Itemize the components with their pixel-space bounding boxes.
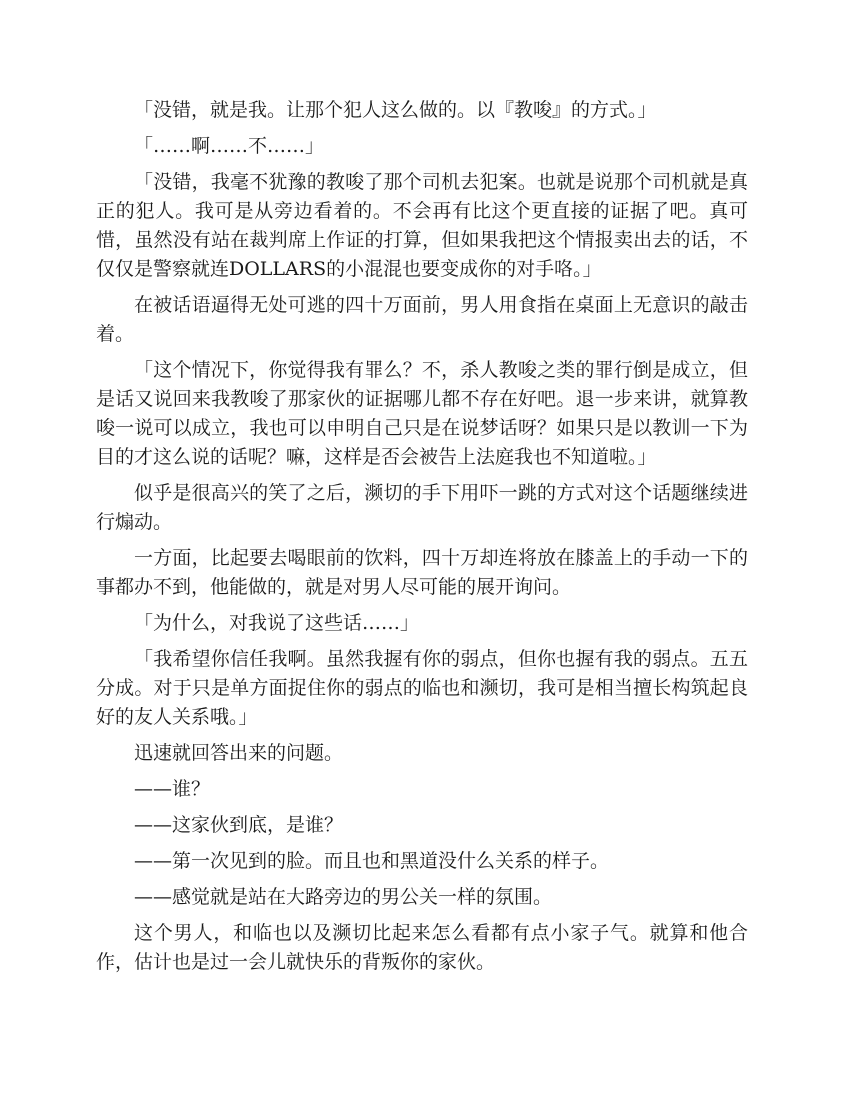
paragraph: 在被话语逼得无处可逃的四十万面前，男人用食指在桌面上无意识的敲击着。 [96, 294, 748, 345]
paragraph: 「没错，我毫不犹豫的教唆了那个司机去犯案。也就是说那个司机就是真正的犯人。我可是从旁边看着的。不会再有比这个更直接的证据了吧。真可惜，虽然没有站在裁判席上作证的打算，但如果我把这个情报卖出去的话，不仅仅是警察就连DOLLARS的小混混也要变成你的对手咯。」 [96, 171, 748, 280]
paragraph: 这个男人，和临也以及濒切比起来怎么看都有点小家子气。就算和他合作，估计也是过一会儿就快乐的背叛你的家伙。 [96, 922, 748, 973]
paragraph: 「没错，就是我。让那个犯人这么做的。以『教唆』的方式。」 [134, 99, 657, 121]
paragraph: 「为什么，对我说了这些话……」 [134, 612, 420, 634]
document-page [96, 96, 748, 984]
paragraph: ——谁？ [134, 778, 211, 800]
paragraph: 「这个情况下，你觉得我有罪么？不，杀人教唆之类的罪行倒是成立，但是话又说回来我教唆了那家伙的证据哪儿都不存在好吧。退一步来讲，就算教唆一说可以成立，我也可以申明自己只是在说梦话呀？如果只是以教训一下为目的才这么说的话呢？嘛，这样是否会被告上法庭我也不知道啦。」 [96, 359, 748, 468]
paragraph: 迅速就回答出来的问题。 [134, 742, 344, 764]
paragraph: 「我希望你信任我啊。虽然我握有你的弱点，但你也握有我的弱点。五五分成。对于只是单方面捉住你的弱点的临也和濒切，我可是相当擅长构筑起良好的友人关系哦。」 [96, 648, 748, 728]
paragraph: ——这家伙到底，是谁？ [134, 814, 344, 836]
paragraph: 似乎是很高兴的笑了之后，濒切的手下用吓一跳的方式对这个话题继续进行煽动。 [96, 482, 748, 533]
paragraph: 一方面，比起要去喝眼前的饮料，四十万却连将放在膝盖上的手动一下的事都办不到，他能做的，就是对男人尽可能的展开询问。 [96, 547, 748, 598]
paragraph: 「……啊……不……」 [134, 135, 325, 157]
paragraph: ——感觉就是站在大路旁边的男公关一样的氛围。 [134, 886, 553, 908]
paragraph: ——第一次见到的脸。而且也和黑道没什么关系的样子。 [134, 850, 610, 872]
